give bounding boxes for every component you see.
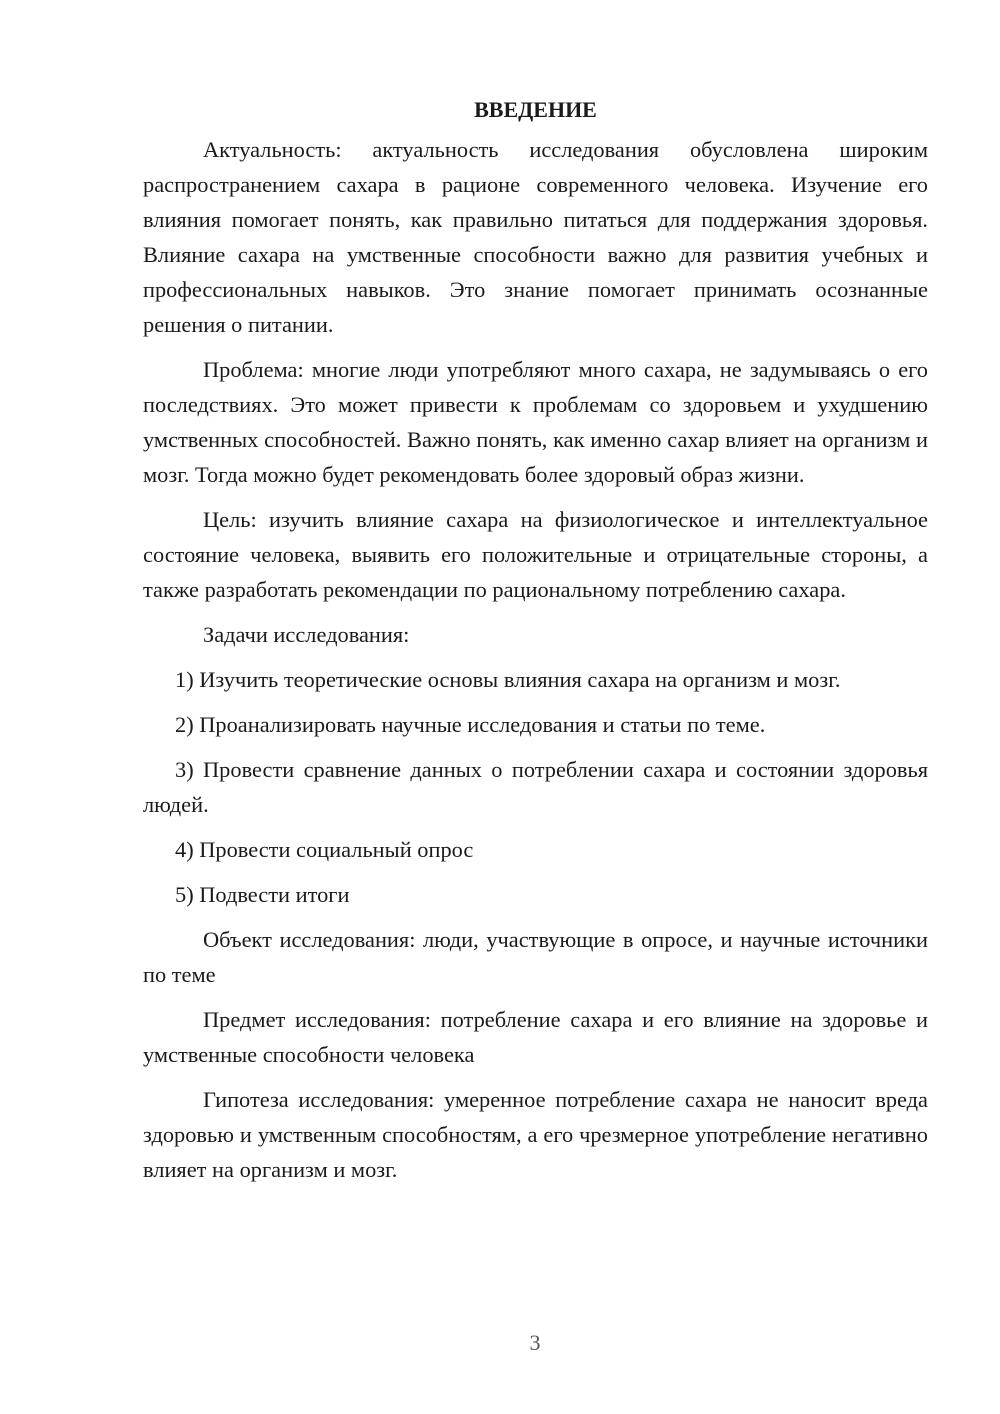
paragraph-hypothesis: Гипотеза исследования: умеренное потребление сахара не наносит вреда здоровью и умственным способностям, а его чрезмерное употребление негативно влияет на организм и мозг. — [143, 1087, 928, 1182]
task-item-1: 1) Изучить теоретические основы влияния сахара на организм и мозг. — [175, 667, 841, 692]
paragraph-subject: Предмет исследования: потребление сахара и его влияние на здоровье и умственные способности человека — [143, 1007, 928, 1067]
paragraph-goal: Цель: изучить влияние сахара на физиологическое и интеллектуальное состояние человека, выявить его положительные и отрицательные стороны, а также разработать рекомендации по рациональному потреблению сахара. — [143, 507, 928, 602]
document-page — [143, 92, 928, 1197]
page-number: 3 — [529, 1330, 541, 1355]
task-item-5: 5) Подвести итоги — [175, 882, 350, 907]
paragraph-object: Объект исследования: люди, участвующие в опросе, и научные источники по теме — [143, 927, 928, 987]
paragraph-relevance: Актуальность: актуальность исследования обусловлена широким распространением сахара в рационе современного человека. Изучение его влияния помогает понять, как правильно питаться для поддержания здоровья. Влияние сахара на умственные способности важно для развития учебных и профессиональных навыков. Это знание помогает принимать осознанные решения о питании. — [143, 137, 928, 337]
task-item-3: 3) Провести сравнение данных о потреблении сахара и состоянии здоровья людей. — [143, 757, 928, 817]
task-item-4: 4) Провести социальный опрос — [175, 837, 474, 862]
section-title: ВВЕДЕНИЕ — [474, 97, 597, 122]
tasks-heading: Задачи исследования: — [203, 622, 410, 647]
task-item-2: 2) Проанализировать научные исследования и статьи по теме. — [175, 712, 766, 737]
paragraph-problem: Проблема: многие люди употребляют много сахара, не задумываясь о его последствиях. Это может привести к проблемам со здоровьем и ухудшению умственных способностей. Важно понять, как именно сахар влияет на организм и мозг. Тогда можно будет рекомендовать более здоровый образ жизни. — [143, 357, 928, 487]
